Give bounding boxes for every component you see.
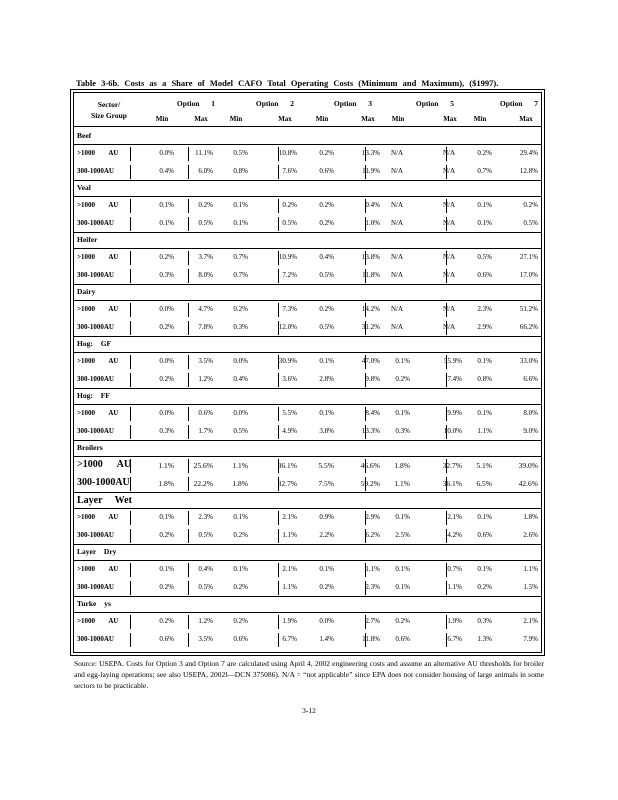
table-cell: 7.4% xyxy=(447,375,462,383)
table-cell: 0.5% xyxy=(319,271,334,279)
table-cell: 11.1% xyxy=(195,149,213,157)
table-cell: 2.3% xyxy=(365,583,380,591)
table-cell: 1.5% xyxy=(523,583,538,591)
group-label: Turke ys xyxy=(77,599,111,608)
table-cell: N/A xyxy=(442,323,456,331)
table-cell: 11.8% xyxy=(362,271,380,279)
table-cell: 0.6% xyxy=(319,167,334,175)
table-cell: 0.2% xyxy=(159,531,174,539)
table-cell: 0.7% xyxy=(233,253,248,261)
table-cell: 1.1% xyxy=(365,565,380,573)
table-cell: 0.3% xyxy=(477,617,492,625)
table-cell: 13.8% xyxy=(361,253,380,261)
table-cell: 2.1% xyxy=(282,513,297,521)
table-cell: 3.5% xyxy=(198,635,213,643)
size-group-label: 300-1000AU xyxy=(77,583,114,591)
table-cell: 3.5% xyxy=(198,357,213,365)
table-cell: 0.4% xyxy=(233,375,248,383)
max-header: Max xyxy=(194,115,208,123)
table-cell: 0.4% xyxy=(319,253,334,261)
group-label: Veal xyxy=(77,183,91,192)
max-header: Max xyxy=(278,115,292,123)
table-cell: N/A xyxy=(390,253,404,261)
table-row xyxy=(74,301,541,319)
table-cell: 1.9% xyxy=(282,617,297,625)
table-cell: 7.2% xyxy=(282,271,297,279)
table-cell: 0.2% xyxy=(159,583,174,591)
table-cell: 0.2% xyxy=(159,617,174,625)
table-cell: 6.0% xyxy=(198,167,213,175)
table-cell: 0.1% xyxy=(233,513,248,521)
table-cell: 6.7% xyxy=(447,635,462,643)
table-cell: 0.1% xyxy=(395,513,410,521)
table-cell: 0.5% xyxy=(523,219,538,227)
table-cell: N/A xyxy=(442,201,456,209)
table-cell: 0.2% xyxy=(159,323,174,331)
table-cell: 2.1% xyxy=(523,617,538,625)
table-cell: 1.1% xyxy=(282,583,297,591)
table-cell: 9.8% xyxy=(365,375,380,383)
table-cell: 0.2% xyxy=(319,201,334,209)
table-cell: 0.2% xyxy=(198,201,213,209)
table-cell: 2.8% xyxy=(319,375,334,383)
table-cell: 0.1% xyxy=(477,565,492,573)
table-cell: 1.7% xyxy=(198,427,213,435)
table-cell: 3.6% xyxy=(282,375,297,383)
table-cell: 0.2% xyxy=(477,583,492,591)
table-cell: 4.2% xyxy=(447,531,462,539)
table-cell: 3.8% xyxy=(319,427,334,435)
table-cell: 11.9% xyxy=(362,167,380,175)
group-label: Dairy xyxy=(77,287,96,296)
table-cell: 0.2% xyxy=(319,219,334,227)
table-cell: 55.9% xyxy=(443,357,462,365)
table-cell: 1.1% xyxy=(394,479,410,488)
table-cell: 0.1% xyxy=(159,201,174,209)
option-header-3: Option 3 xyxy=(333,99,373,108)
table-row xyxy=(74,371,541,389)
table-cell: 13.3% xyxy=(361,149,380,157)
table-cell: 0.5% xyxy=(233,427,248,435)
table-cell: 0.3% xyxy=(159,427,174,435)
option-header-5: Option 7 xyxy=(499,99,539,108)
table-cell: 27.1% xyxy=(519,253,538,261)
table-row xyxy=(74,509,541,527)
table-cell: 0.1% xyxy=(477,219,492,227)
table-cell: N/A xyxy=(390,305,404,313)
table-cell: 4.7% xyxy=(198,305,213,313)
table-row xyxy=(74,197,541,215)
table-cell: 1.1% xyxy=(523,565,538,573)
size-group-label: >1000 AU xyxy=(77,253,119,261)
table-cell: 5.5% xyxy=(318,461,334,470)
table-cell: 0.6% xyxy=(477,531,492,539)
size-group-label: 300-1000AU xyxy=(77,323,114,331)
table-cell: 1.3% xyxy=(477,635,492,643)
table-cell: 30.9% xyxy=(278,357,297,365)
table-cell: 36.1% xyxy=(277,461,297,470)
table-row xyxy=(74,353,541,371)
table-cell: 7.8% xyxy=(198,323,213,331)
group-label: Heifer xyxy=(77,235,98,244)
table-cell: 0.8% xyxy=(477,375,492,383)
table-cell: 0.0% xyxy=(159,409,174,417)
table-cell: 2.7% xyxy=(365,617,380,625)
table-cell: N/A xyxy=(442,305,456,313)
table-cell: 0.1% xyxy=(319,565,334,573)
table-cell: 6.7% xyxy=(282,635,297,643)
table-cell: 36.1% xyxy=(442,479,462,488)
table-cell: 0.1% xyxy=(395,583,410,591)
table-cell: 7.3% xyxy=(282,305,297,313)
table-cell: 0.1% xyxy=(319,357,334,365)
group-label: Broilers xyxy=(77,443,103,452)
table-frame xyxy=(70,89,545,656)
table-cell: 0.3% xyxy=(395,427,410,435)
table-cell: 25.6% xyxy=(193,461,213,470)
size-group-label: 300-1000AU xyxy=(77,427,114,435)
table-cell: 0.1% xyxy=(319,409,334,417)
table-cell: 0.1% xyxy=(477,409,492,417)
table-cell: N/A xyxy=(390,149,404,157)
table-footnote: Source: USEPA. Costs for Option 3 and Option 7 are calculated using April 4, 2002 engineering costs and assume an alternative AU thresholds for broiler and egg-laying operations; see also USEPA, 2002l—DCN 375086). N/A = “not applicable” since EPA does not consider housing of large animals in some sectors to be practicable. xyxy=(74,659,544,690)
table-cell: 29.4% xyxy=(519,149,538,157)
table-cell: 12.0% xyxy=(278,323,297,331)
sector-header-line1: Sector/ xyxy=(97,100,121,109)
sector-header xyxy=(74,99,144,121)
group-label: Beef xyxy=(77,131,92,140)
table-cell: 7.5% xyxy=(318,479,334,488)
table-cell: 5.1% xyxy=(476,461,492,470)
size-group-label: >1000 AU xyxy=(77,617,119,625)
table-cell: 0.2% xyxy=(319,149,334,157)
table-cell: N/A xyxy=(390,167,404,175)
table-header xyxy=(74,93,541,127)
table-cell: 0.2% xyxy=(319,583,334,591)
table-cell: 2.1% xyxy=(447,513,462,521)
table-row xyxy=(74,579,541,597)
table-cell: 2.2% xyxy=(319,531,334,539)
size-group-label: >1000 AU xyxy=(77,565,119,573)
table-cell: 46.6% xyxy=(360,461,380,470)
table-cell: 1.0% xyxy=(365,219,380,227)
table-cell: 1.1% xyxy=(158,461,174,470)
table-cell: 9.0% xyxy=(523,427,538,435)
table-cell: 0.2% xyxy=(233,617,248,625)
table-cell: 0.0% xyxy=(319,617,334,625)
table-cell: 2.9% xyxy=(477,323,492,331)
table-cell: 0.2% xyxy=(523,201,538,209)
table-cell: 1.1% xyxy=(232,461,248,470)
table-cell: 0.4% xyxy=(159,167,174,175)
table-cell: 22.2% xyxy=(193,479,213,488)
table-cell: 0.8% xyxy=(233,167,248,175)
table-row xyxy=(74,249,541,267)
table-cell: 13.3% xyxy=(361,427,380,435)
table-cell: 51.2% xyxy=(519,305,538,313)
table-cell: 10.8% xyxy=(278,149,297,157)
table-row xyxy=(74,215,541,233)
table-cell: 0.2% xyxy=(477,149,492,157)
table-cell: 0.0% xyxy=(159,305,174,313)
table-cell: 47.0% xyxy=(361,357,380,365)
table-cell: 0.2% xyxy=(282,201,297,209)
table-cell: 59.2% xyxy=(360,479,380,488)
table-cell: 0.4% xyxy=(198,565,213,573)
table-cell: 0.5% xyxy=(198,531,213,539)
size-group-label: 300-1000AU xyxy=(77,531,114,539)
table-cell: 0.1% xyxy=(477,513,492,521)
group-label: Layer Dry xyxy=(77,547,117,556)
table-cell: N/A xyxy=(442,271,456,279)
table-cell: 0.0% xyxy=(159,357,174,365)
table-cell: 1.8% xyxy=(394,461,410,470)
option-header-2: Option 2 xyxy=(255,99,295,108)
table-cell: 5.5% xyxy=(282,409,297,417)
option-header-4: Option 5 xyxy=(415,99,455,108)
size-group-label: 300-1000AU xyxy=(77,635,114,643)
table-row xyxy=(74,267,541,285)
table-cell: 12.8% xyxy=(519,167,538,175)
table-cell: 0.1% xyxy=(395,357,410,365)
table-cell: 0.7% xyxy=(477,167,492,175)
group-label: Hog: FF xyxy=(77,391,110,400)
table-cell: 0.5% xyxy=(233,149,248,157)
table-cell: 2.3% xyxy=(198,513,213,521)
min-header: Min xyxy=(155,115,169,123)
table-cell: 1.1% xyxy=(282,531,297,539)
table-cell: 0.2% xyxy=(233,531,248,539)
table-cell: N/A xyxy=(390,271,404,279)
table-row xyxy=(74,145,541,163)
table-cell: 6.6% xyxy=(523,375,538,383)
table-cell: 0.5% xyxy=(319,323,334,331)
min-header: Min xyxy=(473,115,487,123)
table-cell: 0.7% xyxy=(233,271,248,279)
table-row xyxy=(74,561,541,579)
table-cell: 0.0% xyxy=(233,357,248,365)
table-cell: 1.1% xyxy=(447,583,462,591)
table-cell: 0.5% xyxy=(198,219,213,227)
table-row xyxy=(74,613,541,631)
table-cell: 0.9% xyxy=(319,513,334,521)
table-cell: 2.3% xyxy=(477,305,492,313)
table-cell: 39.0% xyxy=(518,461,538,470)
size-group-label: >1000 AU xyxy=(77,305,119,313)
table-cell: 14.2% xyxy=(361,305,380,313)
table-cell: 10.9% xyxy=(278,253,297,261)
table-cell: 17.0% xyxy=(519,271,538,279)
table-row xyxy=(74,163,541,181)
table-cell: 0.0% xyxy=(159,149,174,157)
table-cell: 6.5% xyxy=(476,479,492,488)
table-cell: 0.2% xyxy=(159,253,174,261)
table-row xyxy=(74,527,541,545)
table-cell: 8.0% xyxy=(523,409,538,417)
table-cell: 0.2% xyxy=(395,617,410,625)
max-header: Max xyxy=(519,115,533,123)
table-cell: 0.6% xyxy=(159,635,174,643)
table-cell: 0.6% xyxy=(233,635,248,643)
table-cell: 10.0% xyxy=(443,427,462,435)
table-cell: N/A xyxy=(390,323,404,331)
table-cell: 2.6% xyxy=(523,531,538,539)
size-group-label: 300-1000AU xyxy=(77,375,114,383)
table-cell: N/A xyxy=(442,219,456,227)
table-cell: 2.5% xyxy=(395,531,410,539)
table-cell: 7.9% xyxy=(523,635,538,643)
table-cell: 0.0% xyxy=(233,409,248,417)
table-cell: 0.6% xyxy=(198,409,213,417)
table-cell: 2.9% xyxy=(365,513,380,521)
table-cell: 1.2% xyxy=(198,617,213,625)
table-cell: 0.2% xyxy=(159,375,174,383)
max-header: Max xyxy=(361,115,375,123)
table-cell: 0.2% xyxy=(319,305,334,313)
table-cell: 0.6% xyxy=(477,271,492,279)
table-cell: 1.8% xyxy=(158,479,174,488)
size-group-label: >1000 AU xyxy=(77,513,119,521)
table-cell: 11.8% xyxy=(362,635,380,643)
table-cell: N/A xyxy=(442,253,456,261)
size-group-label: >1000 AU xyxy=(77,409,119,417)
group-label: Hog: GF xyxy=(77,339,112,348)
sector-header-line2: Size Group xyxy=(91,111,127,120)
table-row xyxy=(74,423,541,441)
table-cell: 3.7% xyxy=(198,253,213,261)
table-cell: 66.2% xyxy=(519,323,538,331)
table-cell: 0.1% xyxy=(477,357,492,365)
table-cell: 4.9% xyxy=(282,427,297,435)
option-header-1: Option 1 xyxy=(176,99,216,108)
size-group-label: 300-1000AU xyxy=(77,477,130,488)
table-cell: 0.1% xyxy=(233,219,248,227)
table-cell: 0.3% xyxy=(159,271,174,279)
table xyxy=(73,92,542,653)
table-row xyxy=(74,475,541,493)
table-cell: 0.3% xyxy=(233,323,248,331)
page-number: 3-12 xyxy=(302,706,316,715)
table-cell: 0.1% xyxy=(159,219,174,227)
size-group-label: 300-1000AU xyxy=(77,167,114,175)
table-cell: 33.0% xyxy=(519,357,538,365)
size-group-label: 300-1000AU xyxy=(77,271,114,279)
table-cell: N/A xyxy=(390,201,404,209)
table-cell: 6.2% xyxy=(365,531,380,539)
table-cell: 0.5% xyxy=(477,253,492,261)
table-cell: 0.5% xyxy=(282,219,297,227)
table-cell: 1.4% xyxy=(319,635,334,643)
min-header: Min xyxy=(315,115,329,123)
table-cell: 0.1% xyxy=(233,565,248,573)
table-cell: 0.2% xyxy=(395,375,410,383)
table-cell: 1.8% xyxy=(523,513,538,521)
table-cell: 32.7% xyxy=(442,461,462,470)
table-row xyxy=(74,457,541,475)
table-cell: 0.1% xyxy=(395,565,410,573)
table-cell: 7.6% xyxy=(282,167,297,175)
table-cell: 42.6% xyxy=(518,479,538,488)
table-cell: 0.6% xyxy=(395,635,410,643)
min-header: Min xyxy=(391,115,405,123)
table-cell: 8.0% xyxy=(198,271,213,279)
table-row xyxy=(74,631,541,649)
table-cell: 0.2% xyxy=(233,305,248,313)
table-cell: 0.2% xyxy=(233,583,248,591)
table-cell: 1.8% xyxy=(232,479,248,488)
table-cell: 0.4% xyxy=(365,201,380,209)
size-group-label: >1000 AU xyxy=(77,201,119,209)
table-cell: 0.1% xyxy=(159,565,174,573)
table-cell: 32.7% xyxy=(277,479,297,488)
table-cell: 31.2% xyxy=(361,323,380,331)
table-cell: 0.7% xyxy=(447,565,462,573)
table-cell: N/A xyxy=(442,149,456,157)
table-cell: 0.1% xyxy=(395,409,410,417)
table-cell: 9.9% xyxy=(447,409,462,417)
table-cell: 0.1% xyxy=(159,513,174,521)
max-header: Max xyxy=(443,115,457,123)
table-cell: 0.1% xyxy=(233,201,248,209)
table-cell: 8.4% xyxy=(365,409,380,417)
table-caption: Table 3-6b. Costs as a Share of Model CAFO Total Operating Costs (Minimum and Maximum), ($1997). xyxy=(76,78,499,88)
size-group-label: >1000 AU xyxy=(77,357,119,365)
table-row xyxy=(74,319,541,337)
table-row xyxy=(74,405,541,423)
table-cell: N/A xyxy=(390,219,404,227)
group-label: Layer Wet xyxy=(77,495,132,506)
min-header: Min xyxy=(229,115,243,123)
size-group-label: >1000 AU xyxy=(77,149,119,157)
table-cell: 1.1% xyxy=(477,427,492,435)
table-cell: 0.5% xyxy=(198,583,213,591)
table-cell: 1.2% xyxy=(198,375,213,383)
table-cell: 0.1% xyxy=(477,201,492,209)
table-cell: 1.9% xyxy=(447,617,462,625)
size-group-label: 300-1000AU xyxy=(77,219,114,227)
size-group-label: >1000 AU xyxy=(77,459,132,470)
table-cell: 2.1% xyxy=(282,565,297,573)
table-cell: N/A xyxy=(442,167,456,175)
